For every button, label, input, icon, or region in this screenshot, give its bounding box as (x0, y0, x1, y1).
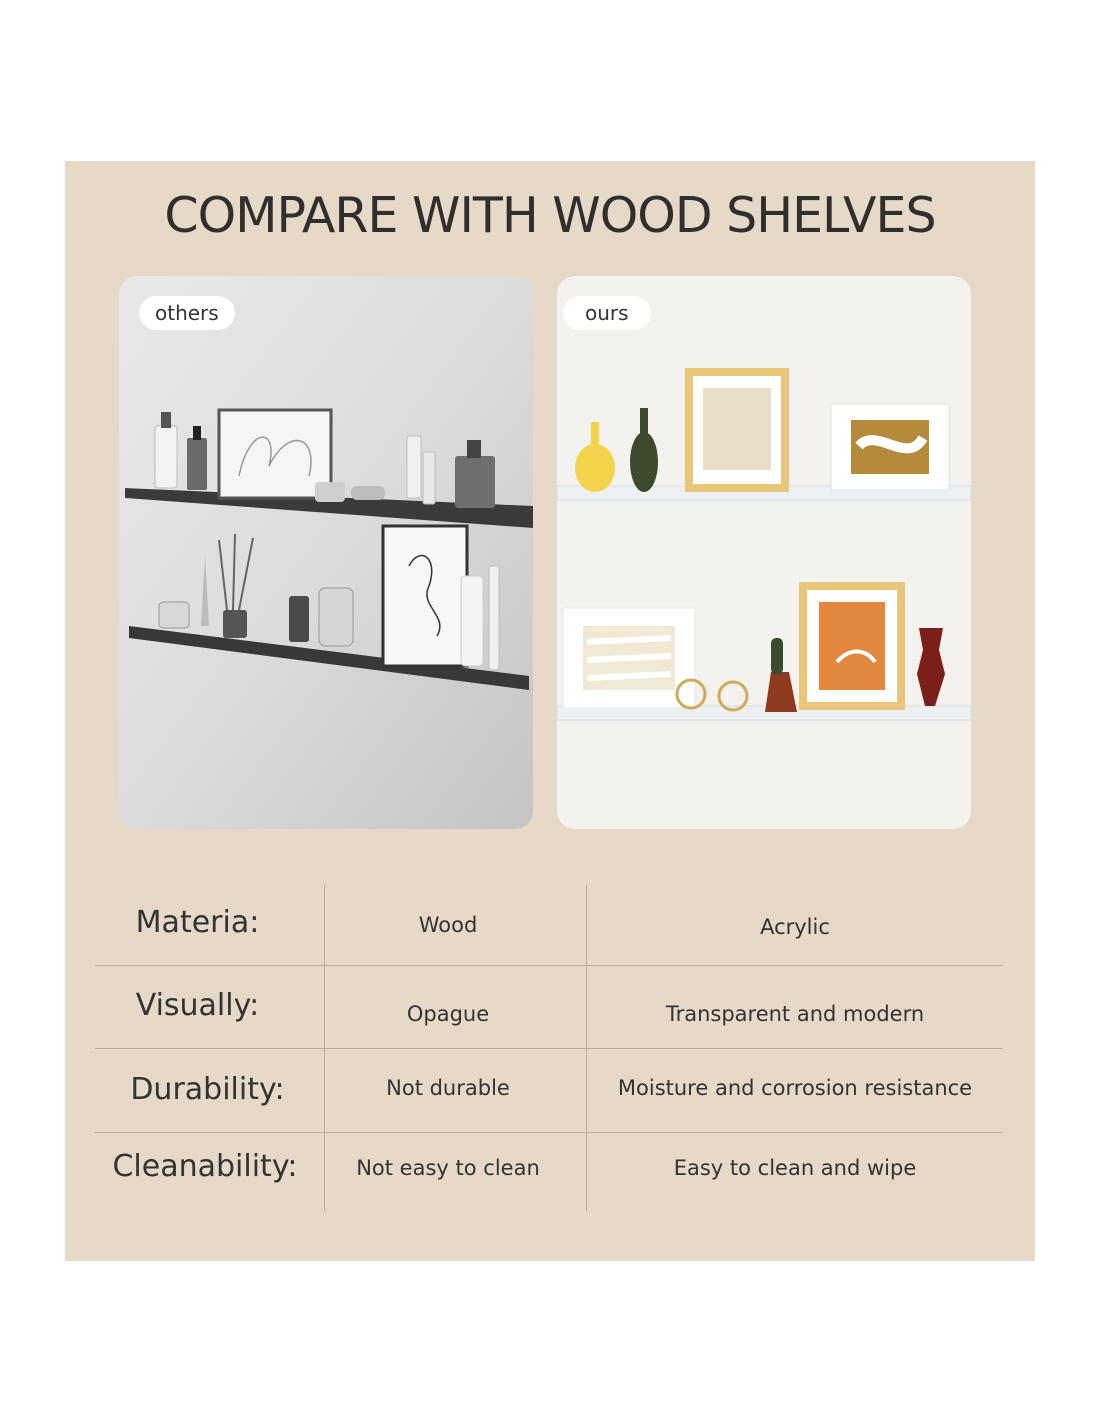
others-shelf-photo (119, 276, 533, 829)
ours-visually-value: Transparent and modern (665, 1002, 925, 1026)
ours-durability-value: Moisture and corrosion resistance (617, 1076, 973, 1100)
others-durability-value: Not durable (386, 1076, 510, 1100)
others-material-value: Wood (418, 913, 478, 937)
row-label-cleanability: Cleanability: (112, 1149, 298, 1184)
wood-shelves-illustration (119, 276, 533, 829)
row-label-durability: Durability: (130, 1072, 285, 1107)
ours-shelf-photo (557, 276, 971, 829)
others-tag: others (139, 296, 235, 330)
row-label-visually: Visually: (135, 988, 260, 1023)
table-divider-horizontal-2 (95, 1048, 1003, 1049)
acrylic-shelves-illustration (557, 276, 971, 829)
page-title: COMPARE WITH WOOD SHELVES (164, 187, 936, 244)
ours-material-value: Acrylic (760, 915, 830, 939)
ours-tag: ours (563, 296, 651, 330)
table-divider-horizontal-1 (95, 965, 1003, 966)
ours-cleanability-value: Easy to clean and wipe (673, 1156, 917, 1180)
table-divider-horizontal-3 (95, 1132, 1003, 1133)
others-cleanability-value: Not easy to clean (356, 1156, 540, 1180)
row-label-material: Materia: (135, 905, 260, 940)
others-visually-value: Opague (406, 1002, 490, 1026)
